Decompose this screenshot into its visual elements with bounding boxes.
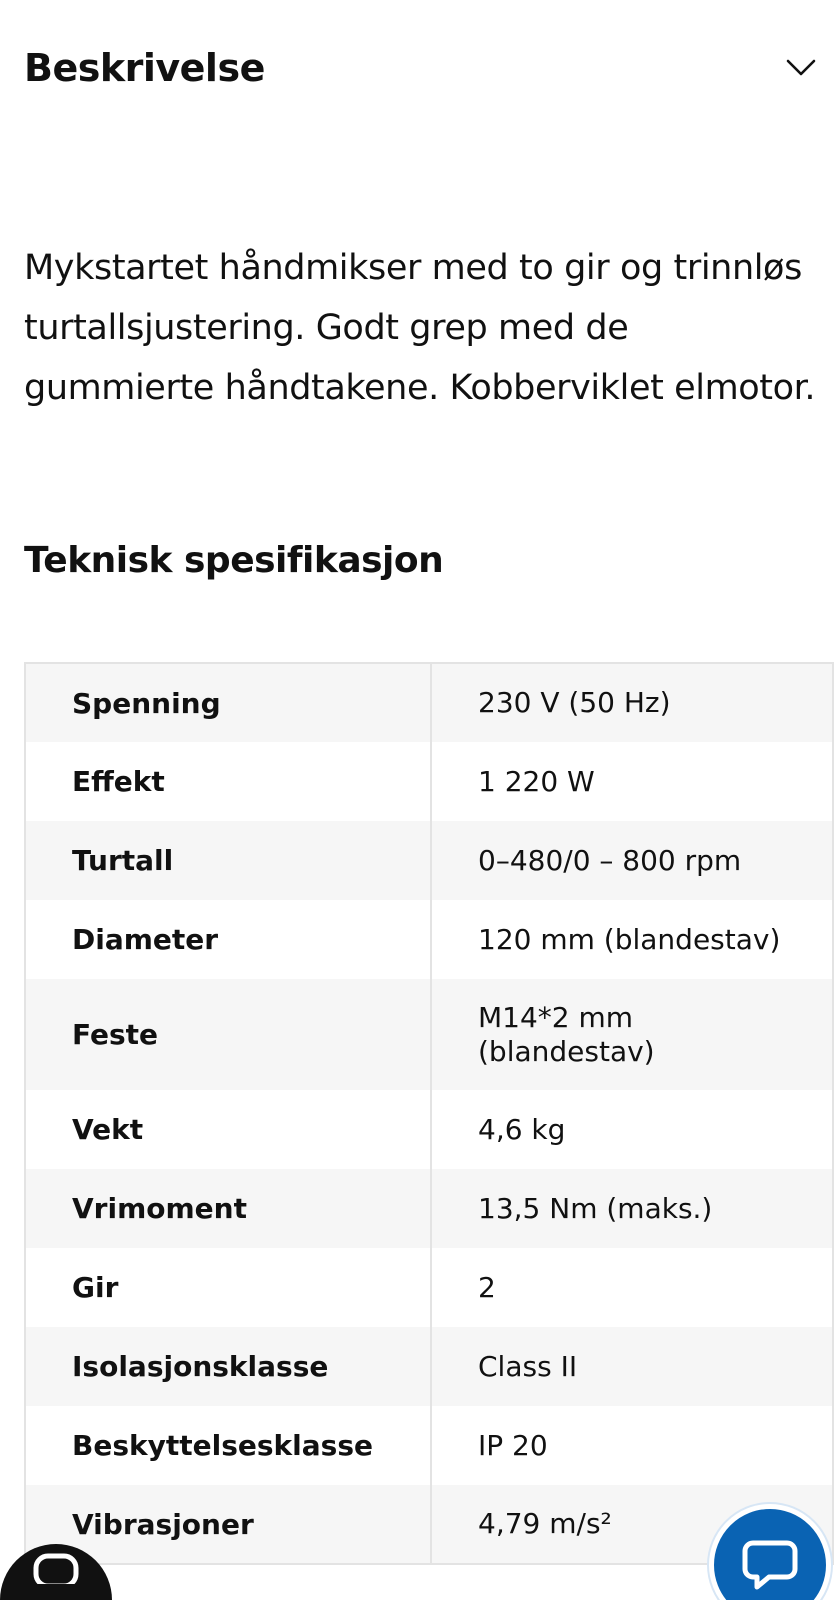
spec-label: Gir (25, 1248, 431, 1327)
spec-row (25, 742, 833, 821)
spec-value: IP 20 (431, 1406, 833, 1485)
description-heading: Beskrivelse (24, 46, 265, 90)
chat-bubble-icon (26, 1544, 86, 1600)
spec-row (25, 663, 833, 742)
spec-row (25, 1327, 833, 1406)
spec-row (25, 979, 833, 1090)
spec-label: Diameter (25, 900, 431, 979)
spec-label: Effekt (25, 742, 431, 821)
spec-row (25, 1090, 833, 1169)
spec-row (25, 1248, 833, 1327)
description-accordion-header[interactable] (24, 38, 824, 98)
spec-value: Class II (431, 1327, 833, 1406)
description-text: Mykstartet håndmikser med to gir og trinnløs turtallsjustering. Godt grep med de gummierte håndtakene. Kobberviklet elmotor. (24, 248, 816, 408)
spec-label: Vrimoment (25, 1169, 431, 1248)
spec-value: 2 (431, 1248, 833, 1327)
spec-table (24, 662, 834, 1565)
spec-row (25, 1406, 833, 1485)
spec-value: 120 mm (blandestav) (431, 900, 833, 979)
spec-label: Beskyttelsesklasse (25, 1406, 431, 1485)
chat-icon (739, 1533, 801, 1597)
spec-value: M14*2 mm (blandestav) (431, 979, 833, 1090)
spec-label: Vekt (25, 1090, 431, 1169)
spec-row (25, 900, 833, 979)
chevron-down-icon[interactable] (784, 51, 818, 85)
spec-label: Turtall (25, 821, 431, 900)
spec-label: Spenning (25, 663, 431, 742)
spec-heading: Teknisk spesifikasjon (24, 540, 444, 581)
spec-value: 0–480/0 – 800 rpm (431, 821, 833, 900)
spec-row (25, 1169, 833, 1248)
spec-value: 4,6 kg (431, 1090, 833, 1169)
spec-value: 1 220 W (431, 742, 833, 821)
spec-value: 13,5 Nm (maks.) (431, 1169, 833, 1248)
spec-value: 4,79 m/s² (431, 1485, 833, 1564)
spec-label: Feste (25, 979, 431, 1090)
spec-row (25, 821, 833, 900)
spec-label: Vibrasjoner (25, 1485, 431, 1564)
spec-value: 230 V (50 Hz) (431, 663, 833, 742)
spec-label: Isolasjonsklasse (25, 1327, 431, 1406)
